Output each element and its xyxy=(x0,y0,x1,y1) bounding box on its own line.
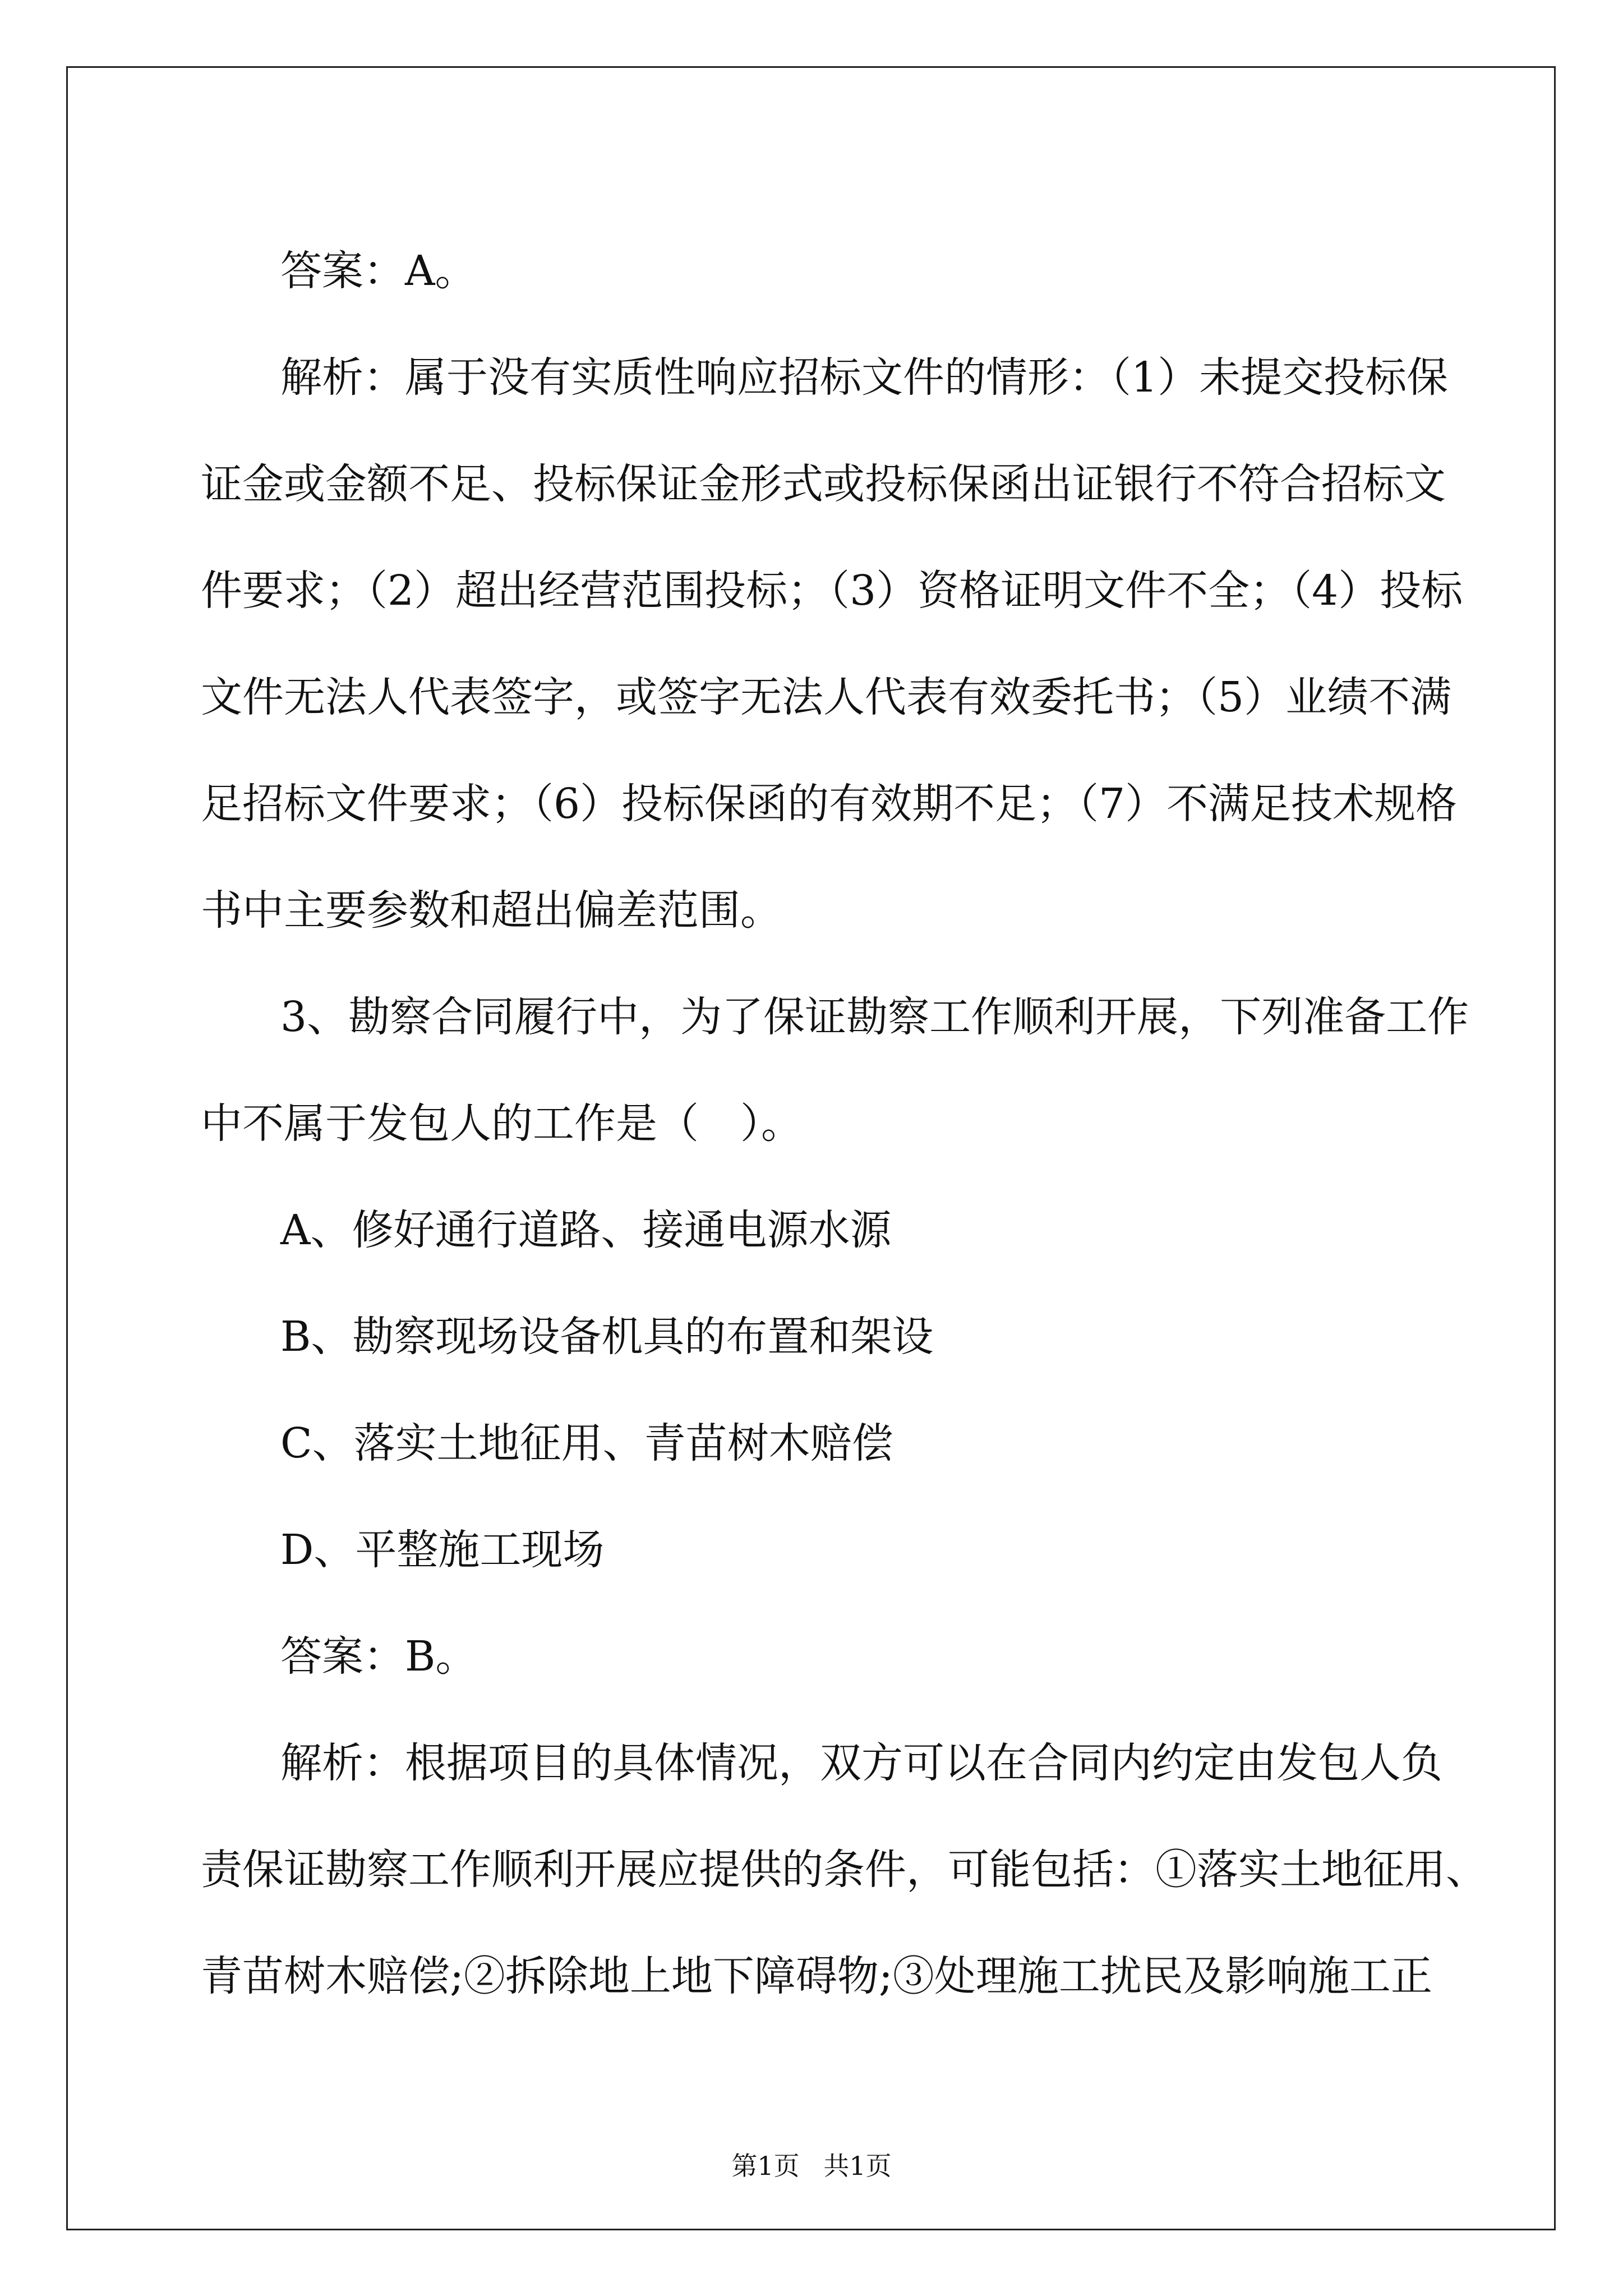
text-line: 解析：属于没有实质性响应招标文件的情形：（1）未提交投标保 xyxy=(280,353,1449,402)
text-line: 件要求；（2）超出经营范围投标；（3）资格证明文件不全；（4）投标 xyxy=(201,567,1463,615)
text-line: 3、勘察合同履行中，为了保证勘察工作顺利开展，下列准备工作 xyxy=(280,993,1469,1041)
page-number: 第1页 xyxy=(731,2151,800,2181)
option-d: D、平整施工现场 xyxy=(280,1526,605,1574)
text-line: 解析：根据项目的具体情况，双方可以在合同内约定由发包人负 xyxy=(280,1739,1442,1787)
text-line: 答案：A。 xyxy=(280,247,477,295)
text-line: 责保证勘察工作顺利开展应提供的条件，可能包括：①落实土地征用、 xyxy=(201,1846,1487,1894)
text-line: 足招标文件要求；（6）投标保函的有效期不足；（7）不满足技术规格 xyxy=(201,780,1458,828)
page-total: 共1页 xyxy=(823,2151,892,2181)
option-a: A、修好通行道路、接通电源水源 xyxy=(280,1206,892,1254)
text-line: 文件无法人代表签字，或签字无法人代表有效委托书；（5）业绩不满 xyxy=(201,673,1452,721)
document-body xyxy=(201,218,1487,2030)
page-footer xyxy=(0,2146,1623,2183)
text-line: 青苗树木赔偿;②拆除地上地下障碍物;③处理施工扰民及影响施工正 xyxy=(201,1952,1432,2000)
text-line: 书中主要参数和超出偏差范围。 xyxy=(201,886,782,935)
option-c: C、落实土地征用、青苗树木赔偿 xyxy=(280,1419,893,1467)
option-b: B、勘察现场设备机具的布置和架设 xyxy=(280,1313,934,1361)
text-line: 中不属于发包人的工作是（ ）。 xyxy=(201,1099,803,1148)
text-line: 证金或金额不足、投标保证金形式或投标保函出证银行不符合招标文 xyxy=(201,460,1446,508)
answer-line: 答案：B。 xyxy=(280,1632,477,1681)
